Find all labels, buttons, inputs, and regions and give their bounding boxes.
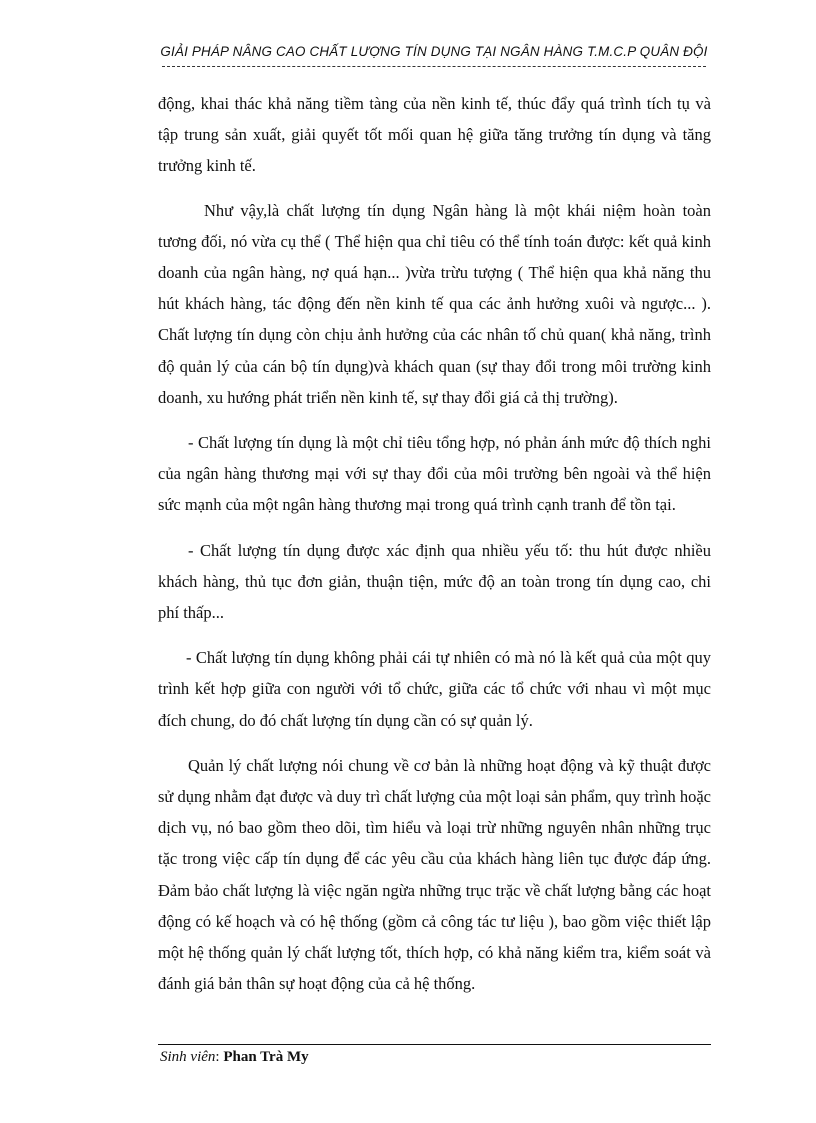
page-header-title: GIẢI PHÁP NÂNG CAO CHẤT LƯỢNG TÍN DỤNG TẠI NGÂN HÀNG T.M.C.P QUÂN ĐỘI <box>160 44 708 59</box>
bullet-paragraph-management-need: - Chất lượng tín dụng không phải cái tự nhiên có mà nó là kết quả của một quy trình kết hợp giữa con người với tổ chức, giữa các tổ chức với nhau vì một mục đích chung, do đó chất lượng tín dụng cần có sự quản lý. <box>158 648 711 730</box>
footer-student-name: Phan Trà My <box>223 1049 309 1065</box>
footer-student-label: Sinh viên <box>160 1049 216 1065</box>
footer-divider <box>158 1044 711 1045</box>
paragraph-continuation: động, khai thác khả năng tiềm tàng của nền kinh tế, thúc đẩy quá trình tích tụ và tập trung sản xuất, giải quyết tốt mối quan hệ giữa tăng trưởng tín dụng và tăng trưởng kinh tế. <box>158 94 711 176</box>
paragraph-quality-management: Quản lý chất lượng nói chung về cơ bản là những hoạt động và kỹ thuật được sử dụng nhằm đạt được và duy trì chất lượng của một loại sản phẩm, quy trình hoặc dịch vụ, nó bao gồm theo dõi, tìm hiểu và loại trừ những nguyên nhân những trục tặc trong việc cấp tín dụng để các yêu cầu của khách hàng liên tục được đáp ứng. Đảm bảo chất lượng là việc ngăn ngừa những trục trặc về chất lượng bằng các hoạt động có kế hoạch và có hệ thống (gồm cả công tác tư liệu ), bao gồm việc thiết lập một hệ thống quản lý chất lượng tốt, thích hợp, có khả năng kiểm tra, kiểm soát và đánh giá bản thân sự hoạt động của cả hệ thống. <box>158 755 711 994</box>
bullet-paragraph-composite-indicator: - Chất lượng tín dụng là một chỉ tiêu tổng hợp, nó phản ánh mức độ thích nghi của ngân hàng thương mại với sự thay đổi của môi trường bên ngoài và thể hiện sức mạnh của một ngân hàng thương mại trong quá trình cạnh tranh để tồn tại. <box>158 433 711 515</box>
bullet-paragraph-factors: - Chất lượng tín dụng được xác định qua nhiều yếu tố: thu hút được nhiều khách hàng, thủ tục đơn giản, thuận tiện, mức độ an toàn trong tín dụng cao, chi phí thấp... <box>158 540 711 623</box>
footer-separator: : <box>215 1049 224 1065</box>
header-divider <box>162 66 706 67</box>
paragraph-summary: Như vậy,là chất lượng tín dụng Ngân hàng là một khái niệm hoàn toàn tương đối, nó vừa cụ thể ( Thể hiện qua chỉ tiêu có thể tính toán được: kết quả kinh doanh của ngân hàng, nợ quá hạn... )vừa trừu tượng ( Thể hiện qua khả năng thu hút khách hàng, tác động đến nền kinh tế qua các ảnh hưởng xuôi và ngược... ). Chất lượng tín dụng còn chịu ảnh hưởng của các nhân tố chủ quan( khả năng, trình độ quản lý của cán bộ tín dụng)và khách quan (sự thay đổi trong môi trường kinh doanh, xu hướng phát triển nền kinh tế, sự thay đổi giá cả thị trường). <box>158 200 711 407</box>
page-footer <box>160 1047 309 1067</box>
document-body <box>158 88 711 1013</box>
